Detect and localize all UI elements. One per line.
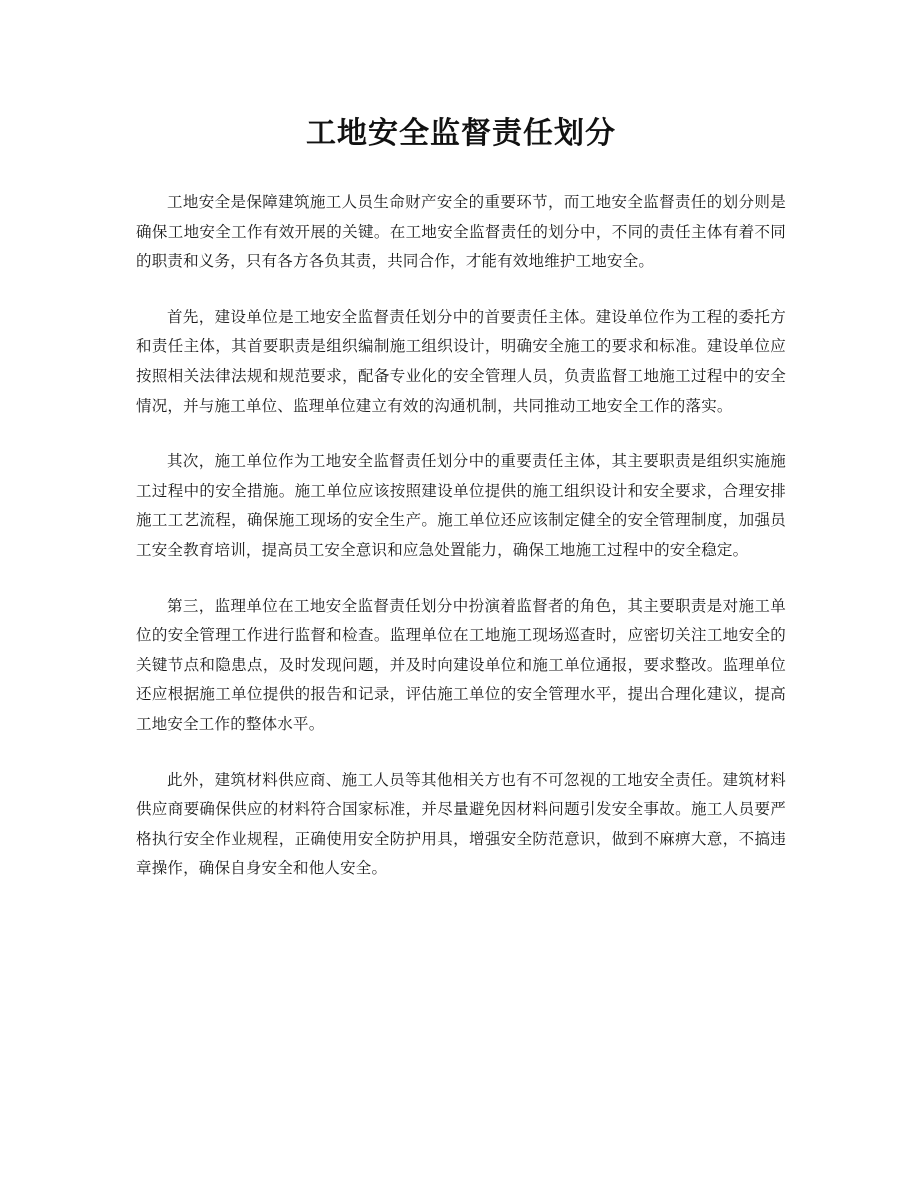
- paragraph-supervisor: 第三，监理单位在工地安全监督责任划分中扮演着监督者的角色，其主要职责是对施工单位的安全管理工作进行监督和检查。监理单位在工地施工现场巡查时，应密切关注工地安全的关键节点和隐患点，及时发现问题，并及时向建设单位和施工单位通报，要求整改。监理单位还应根据施工单位提供的报告和记录，评估施工单位的安全管理水平，提出合理化建议，提高工地安全工作的整体水平。: [136, 596, 786, 733]
- paragraph-other-parties: 此外，建筑材料供应商、施工人员等其他相关方也有不可忽视的工地安全责任。建筑材料供应商要确保供应的材料符合国家标准，并尽量避免因材料问题引发安全事故。施工人员要严格执行安全作业规程，正确使用安全防护用具，增强安全防范意识，做到不麻痹大意，不搞违章操作，确保自身安全和他人安全。: [136, 770, 786, 878]
- document-body: [136, 188, 786, 884]
- paragraph-intro: 工地安全是保障建筑施工人员生命财产安全的重要环节，而工地安全监督责任的划分则是确保工地安全工作有效开展的关键。在工地安全监督责任的划分中，不同的责任主体有着不同的职责和义务，只有各方各负其责，共同合作，才能有效地维护工地安全。: [136, 193, 786, 271]
- document-title: 工地安全监督责任划分: [306, 116, 616, 151]
- paragraph-construction-unit: 首先，建设单位是工地安全监督责任划分中的首要责任主体。建设单位作为工程的委托方和责任主体，其首要职责是组织编制施工组织设计，明确安全施工的要求和标准。建设单位应按照相关法律法规和规范要求，配备专业化的安全管理人员，负责监督工地施工过程中的安全情况，并与施工单位、监理单位建立有效的沟通机制，共同推动工地安全工作的落实。: [136, 307, 786, 415]
- paragraph-contractor: 其次，施工单位作为工地安全监督责任划分中的重要责任主体，其主要职责是组织实施施工过程中的安全措施。施工单位应该按照建设单位提供的施工组织设计和安全要求，合理安排施工工艺流程，确保施工现场的安全生产。施工单位还应该制定健全的安全管理制度，加强员工安全教育培训，提高员工安全意识和应急处置能力，确保工地施工过程中的安全稳定。: [136, 452, 786, 559]
